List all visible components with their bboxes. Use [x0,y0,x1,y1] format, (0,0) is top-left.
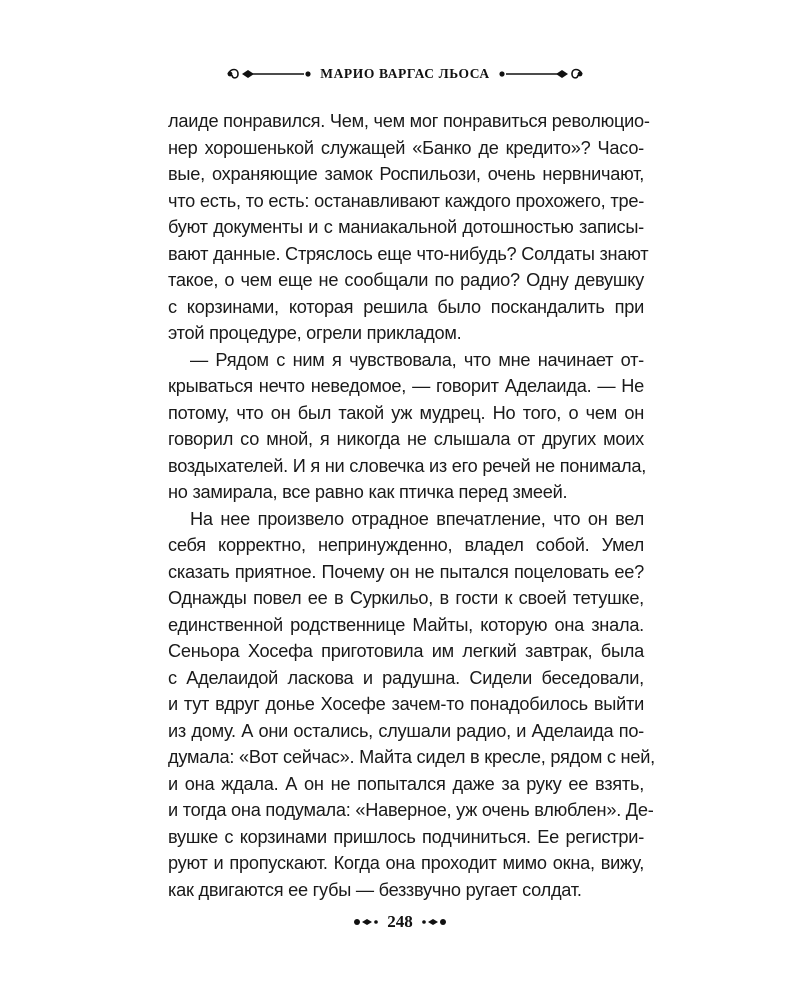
text-line: из дому. А они остались, слушали радио, и Аделаида по- [168,720,644,741]
text-line: Однажды повел ее в Суркильо, в гости к своей тетушке, [168,588,644,608]
text-line: вают данные. Стряслось еще что-нибудь? Солдаты знают [168,243,649,264]
page-folio [330,907,470,937]
paragraph-3 [168,506,655,904]
text-line: буют документы и с маниакальной дотошностью записы- [168,217,644,237]
text-line: с Аделаидой ласкова и радушна. Сидели беседовали, [168,667,644,688]
page-number: 248 [387,912,413,931]
running-header [218,62,592,86]
text-line: На нее произвело отрадное впечатление, что он вел [190,508,644,529]
text-line: вушке с корзинами пришлось подчиниться. Ее регистри- [168,826,644,847]
right-flourish-icon [498,67,584,81]
right-folio-ornament-icon [421,916,447,928]
text-line: но замирала, все равно как птичка перед змеей. [168,482,568,502]
text-line: думала: «Вот сейчас». Майта сидел в кресле, рядом с ней, [168,747,655,767]
text-line: Сеньора Хосефа приготовила им легкий завтрак, была [168,641,644,661]
text-line: такое, о чем еще не сообщали по радио? Одну девушку [168,270,644,290]
running-title: МАРИО ВАРГАС ЛЬОСА [320,66,490,81]
text-line: сказать приятное. Почему он не пытался поцеловать ее? [168,561,644,582]
text-line: что есть, то есть: останавливают каждого прохожего, тре- [168,190,644,211]
text-line: руют и пропускают. Когда она проходит мимо окна, вижу, [168,853,644,873]
text-line: и тогда она подумала: «Наверное, уж очень влюблен». Де- [168,800,654,820]
text-line: как двигаются ее губы — беззвучно ругает солдат. [168,879,582,900]
text-line: единственной родственнице Майты, которую она знала. [168,614,644,635]
left-folio-ornament-icon [353,916,379,928]
text-line: — Рядом с ним я чувствовала, что мне начинает от- [190,349,644,370]
text-line: этой процедуре, огрели прикладом. [168,323,462,343]
text-line: крываться нечто неведомое, — говорит Аделаида. — Не [168,376,644,396]
left-flourish-icon [226,67,312,81]
text-line: лаиде понравился. Чем, чем мог понравиться революцио- [168,111,650,131]
text-line: говорил со мной, я никогда не слышала от других моих [168,429,644,449]
body-text [168,108,655,903]
text-line: воздыхателей. И я ни словечка из его речей не понимала, [168,455,647,476]
text-line: и она ждала. А он не попытался даже за руку ее взять, [168,773,644,794]
text-line: вые, охраняющие замок Роспильози, очень нервничают, [168,164,644,184]
text-line: нер хорошенькой служащей «Банко де кредито»? Часо- [168,137,644,158]
paragraph-1 [168,108,650,347]
text-line: себя корректно, непринужденно, владел собой. Умел [168,535,644,555]
text-line: с корзинами, которая решила было поскандалить при [168,296,644,317]
paragraph-2 [168,347,647,506]
text-line: потому, что он был такой уж мудрец. Но того, о чем он [168,402,644,423]
text-line: и тут вдруг донье Хосефе зачем-то понадобилось выйти [168,694,644,714]
